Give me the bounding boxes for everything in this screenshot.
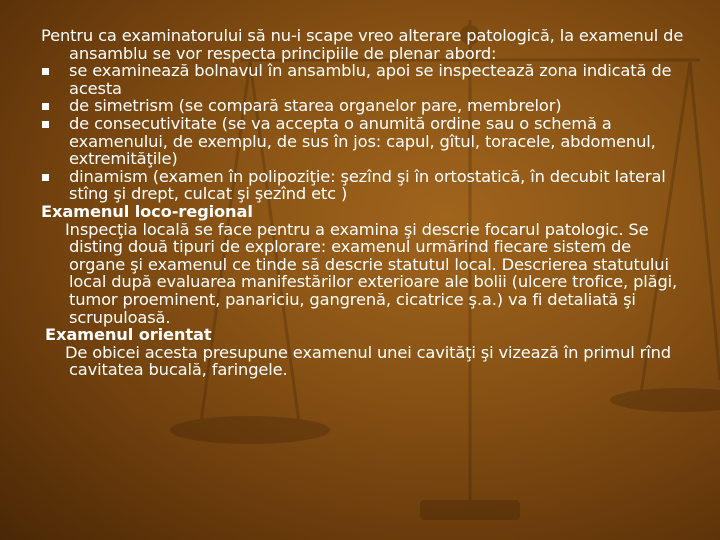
- bullet-text: de simetrism (se compară starea organelor pare, membrelor): [69, 96, 562, 116]
- square-bullet-icon: [42, 121, 49, 128]
- square-bullet-icon: [42, 174, 49, 181]
- loco-regional-paragraph: Inspecţia locală se face pentru a examina şi descrie focarul patologic. Se disting două tipuri de explorare: examenul urmărind fiecare sistem de organe şi examenul ce tinde să descrie statutul local. Descrierea statutului local după evaluarea manifestărilor exterioare ale bolii (ulcere trofice, plăgi, tumor proeminent, panariciu, gangrenă, cicatrice ş.a.) va fi detaliată şi scrupuloasă.: [65, 219, 678, 327]
- bullet-text: dinamism (examen în polipoziţie: şezînd şi în ortostatică, în decubit lateral stîng şi drept, culcat şi şezînd etc ): [69, 166, 666, 204]
- square-bullet-icon: [42, 68, 49, 75]
- bullet-item: [41, 168, 691, 203]
- heading-loco-regional: Examenul loco-regional: [41, 201, 253, 221]
- orientat-paragraph: De obicei acesta presupune examenul unei cavităţi şi vizează în primul rînd cavitatea bucală, faringele.: [65, 342, 671, 380]
- bullet-item: [41, 115, 691, 168]
- square-bullet-icon: [42, 103, 49, 110]
- bullet-item: [41, 62, 691, 97]
- bullet-text: se examinează bolnavul în ansamblu, apoi se inspectează zona indicată de acesta: [69, 61, 672, 98]
- bullet-text: de consecutivitate (se va accepta o anumită ordine sau o schemă a examenului, de exemplu, de sus în jos: capul, gîtul, toracele, abdomenul, extremităţile): [69, 113, 656, 169]
- slide-text: [41, 27, 691, 379]
- heading-orientat: Examenul orientat: [45, 325, 212, 345]
- intro-paragraph: Pentru ca examinatorului să nu-i scape vreo alterare patologică, la examenul de ansamblu se vor respecta principiile de plenar abord:: [41, 26, 684, 63]
- bullet-item: [41, 97, 691, 115]
